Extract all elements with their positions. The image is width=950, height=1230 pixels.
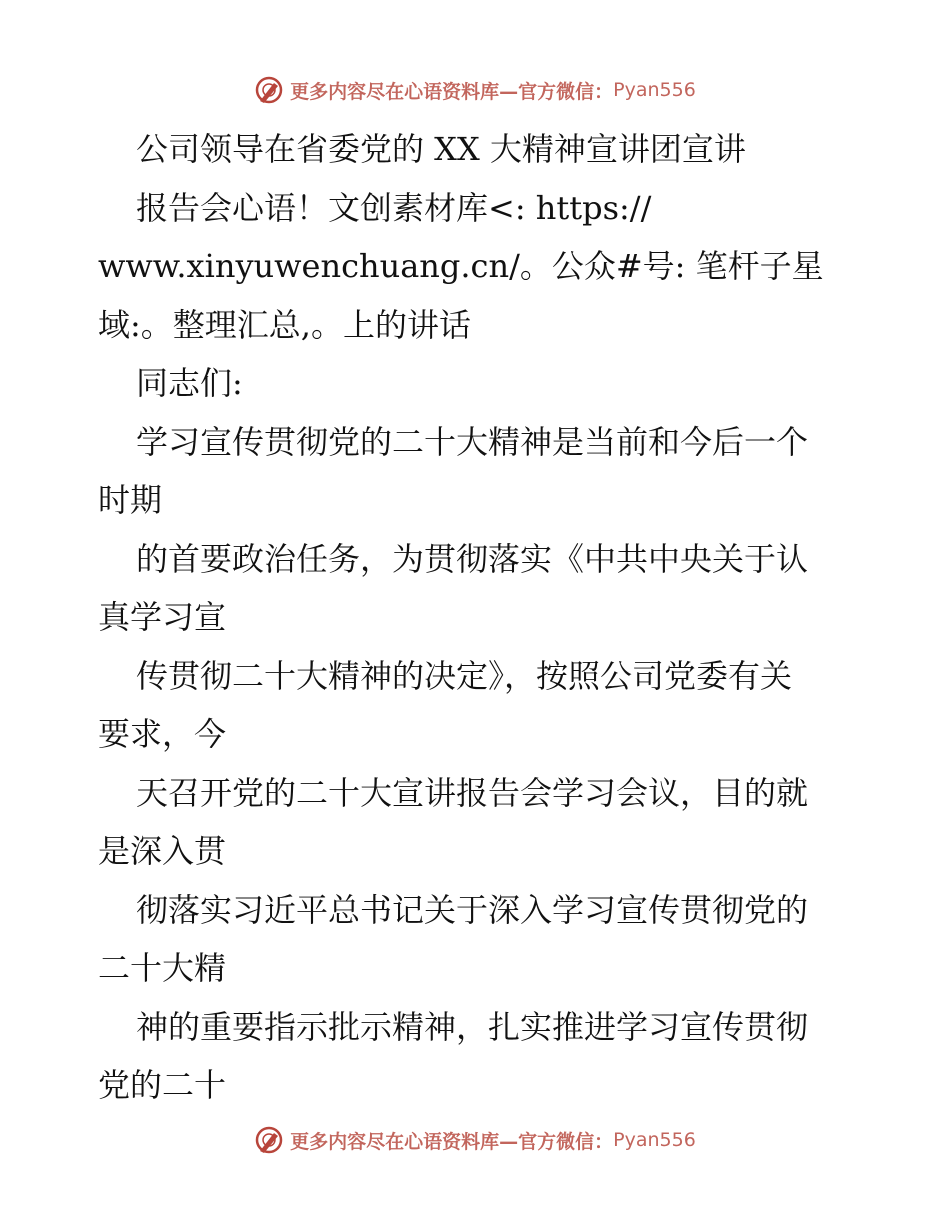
document-line: 域:。整理汇总,。上的讲话: [98, 305, 471, 344]
pen-logo-icon: [254, 1125, 284, 1155]
footer-text: 更多内容尽在心语资料库—官方微信：: [290, 1130, 614, 1153]
document-line: 的首要政治任务，为贯彻落实《中共中央关于认: [136, 539, 809, 578]
document-line: www.xinyuwenchuang.cn/。公众#号: 笔杆子星: [98, 247, 824, 285]
document-line: 学习宣传贯彻党的二十大精神是当前和今后一个: [136, 422, 809, 461]
document-line: 党的二十: [98, 1066, 227, 1104]
document-line: 报告会心语！文创素材库<: https://: [136, 188, 652, 227]
document-line: 是深入贯: [98, 832, 227, 870]
header-wechat-id: Pyan556: [613, 79, 696, 101]
document-line: 天召开党的二十大宣讲报告会学习会议，目的就: [136, 773, 809, 812]
document-line: 传贯彻二十大精神的决定》，按照公司党委有关: [136, 656, 793, 695]
document-line: 公司领导在省委党的 XX 大精神宣讲团宣讲: [136, 130, 746, 168]
pen-logo-icon: [254, 75, 284, 105]
document-line: 彻落实习近平总书记关于深入学习宣传贯彻党的: [136, 890, 809, 929]
document-line: 神的重要指示批示精神，扎实推进学习宣传贯彻: [136, 1007, 809, 1046]
document-line: 同志们:: [136, 364, 243, 402]
document-line: 二十大精: [98, 949, 227, 987]
footer-wechat-id: Pyan556: [613, 1129, 696, 1151]
footer-banner: [0, 1120, 950, 1160]
document-body: [98, 120, 858, 1115]
document-line: 时期: [98, 481, 163, 519]
document-line: 要求，今: [98, 715, 227, 753]
document-line: 真学习宣: [98, 598, 227, 636]
header-banner: [0, 70, 950, 110]
header-text: 更多内容尽在心语资料库—官方微信：: [290, 80, 614, 103]
